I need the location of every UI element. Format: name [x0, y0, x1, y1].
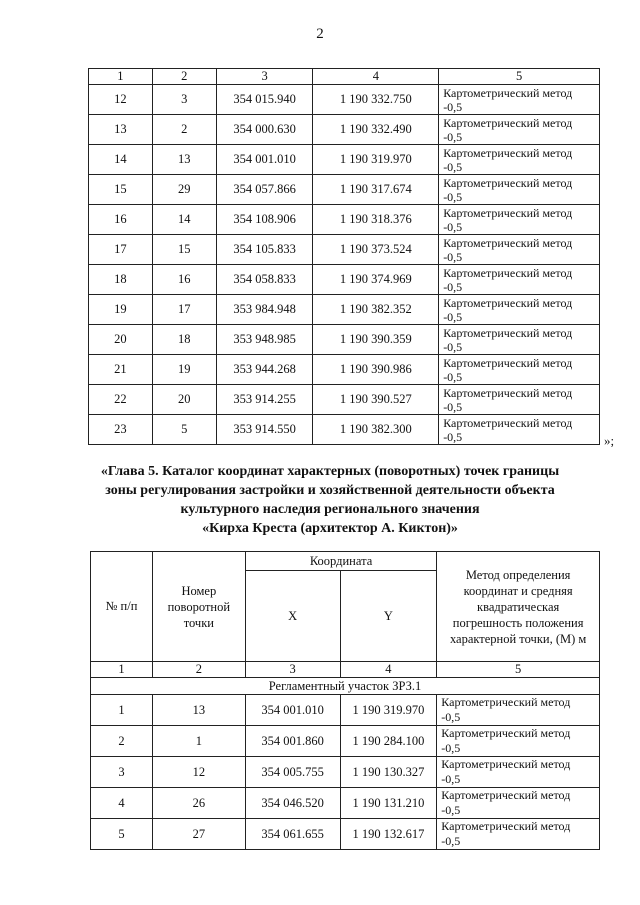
header-cell: 3: [216, 69, 313, 85]
method-error: -0,5: [443, 249, 463, 264]
row-number: 14: [89, 145, 153, 175]
table-header-row: [89, 69, 600, 85]
coord-y: 1 190 390.527: [313, 385, 439, 415]
method-name: Картометрический метод: [443, 175, 573, 190]
table-row: [89, 385, 600, 415]
column-number: 2: [152, 662, 245, 678]
method-cell: [439, 265, 600, 295]
coord-x: 353 914.550: [216, 415, 313, 445]
coord-y: 1 190 382.352: [313, 295, 439, 325]
heading-line: культурного наследия регионального значения: [180, 502, 480, 517]
coord-y: 1 190 332.750: [313, 85, 439, 115]
point-number: 19: [152, 355, 216, 385]
method-name: Картометрический метод: [443, 265, 573, 280]
heading-line: «Кирха Креста (архитектор А. Киктон)»: [202, 521, 458, 536]
method-error: -0,5: [441, 710, 461, 724]
column-number: 1: [91, 662, 153, 678]
table-row: [89, 295, 600, 325]
method-cell: [439, 295, 600, 325]
method-cell: [437, 695, 600, 726]
table-row: [91, 757, 600, 788]
method-error: -0,5: [443, 429, 463, 444]
table-row: [89, 85, 600, 115]
method-name: Картометрический метод: [443, 385, 573, 400]
method-name: Картометрический метод: [441, 726, 571, 740]
coord-y: 1 190 382.300: [313, 415, 439, 445]
row-number: 4: [91, 788, 153, 819]
coord-y: 1 190 373.524: [313, 235, 439, 265]
point-number: 14: [152, 205, 216, 235]
column-number: 4: [340, 662, 437, 678]
method-name: Картометрический метод: [441, 788, 571, 802]
table-row: [91, 819, 600, 850]
coord-x: 353 944.268: [216, 355, 313, 385]
row-number: 2: [91, 726, 153, 757]
coord-x: 353 914.255: [216, 385, 313, 415]
table-row: [89, 415, 600, 445]
method-error: -0,5: [443, 129, 463, 144]
method-name: Картометрический метод: [441, 695, 571, 709]
coord-x: 354 108.906: [216, 205, 313, 235]
coord-y: 1 190 390.359: [313, 325, 439, 355]
coordinates-table-continued: [88, 68, 600, 445]
header-y: Y: [340, 571, 437, 662]
row-number: 21: [89, 355, 153, 385]
column-number: 3: [245, 662, 340, 678]
coord-x: 354 046.520: [245, 788, 340, 819]
method-name: Картометрический метод: [443, 85, 573, 100]
point-number: 3: [152, 85, 216, 115]
method-name: Картометрический метод: [441, 819, 571, 833]
coord-x: 354 005.755: [245, 757, 340, 788]
coord-x: 354 061.655: [245, 819, 340, 850]
method-name: Картометрический метод: [441, 757, 571, 771]
header-point-number: Номер поворотной точки: [152, 552, 245, 662]
page-number: 2: [316, 26, 324, 42]
coord-x: 354 058.833: [216, 265, 313, 295]
row-number: 3: [91, 757, 153, 788]
coord-x: 354 000.630: [216, 115, 313, 145]
table-row: [89, 175, 600, 205]
chapter-heading: [60, 462, 600, 538]
method-cell: [439, 115, 600, 145]
method-name: Картометрический метод: [443, 235, 573, 250]
method-error: -0,5: [441, 741, 461, 755]
table-row: [91, 726, 600, 757]
header-coordinates: Координата: [245, 552, 436, 571]
table-row: [89, 265, 600, 295]
method-name: Картометрический метод: [443, 295, 573, 310]
point-number: 5: [152, 415, 216, 445]
heading-line: «Глава 5. Каталог координат характерных (поворотных) точек границы: [100, 464, 560, 479]
coord-x: 353 948.985: [216, 325, 313, 355]
coord-y: 1 190 130.327: [340, 757, 437, 788]
row-number: 15: [89, 175, 153, 205]
coord-y: 1 190 319.970: [340, 695, 437, 726]
method-cell: [439, 85, 600, 115]
row-number: 17: [89, 235, 153, 265]
coord-x: 354 105.833: [216, 235, 313, 265]
point-number: 18: [152, 325, 216, 355]
header-cell: 1: [89, 69, 153, 85]
row-number: 18: [89, 265, 153, 295]
section-title: Регламентный участок ЗРЗ.1: [91, 678, 600, 695]
coord-x: 354 001.860: [245, 726, 340, 757]
method-cell: [437, 726, 600, 757]
method-cell: [439, 145, 600, 175]
coord-y: 1 190 332.490: [313, 115, 439, 145]
point-number: 13: [152, 145, 216, 175]
point-number: 15: [152, 235, 216, 265]
table-row: [91, 695, 600, 726]
coord-y: 1 190 374.969: [313, 265, 439, 295]
method-error: -0,5: [443, 309, 463, 324]
method-cell: [439, 205, 600, 235]
coord-y: 1 190 132.617: [340, 819, 437, 850]
coord-x: 354 015.940: [216, 85, 313, 115]
table-row: [89, 145, 600, 175]
point-number: 2: [152, 115, 216, 145]
coord-y: 1 190 390.986: [313, 355, 439, 385]
point-number: 26: [152, 788, 245, 819]
method-cell: [439, 355, 600, 385]
point-number: 29: [152, 175, 216, 205]
method-error: -0,5: [443, 399, 463, 414]
method-error: -0,5: [443, 159, 463, 174]
table-header-row: [91, 552, 600, 571]
row-number: 22: [89, 385, 153, 415]
row-number: 16: [89, 205, 153, 235]
method-cell: [439, 415, 600, 445]
coord-y: 1 190 131.210: [340, 788, 437, 819]
method-error: -0,5: [443, 339, 463, 354]
method-name: Картометрический метод: [443, 145, 573, 160]
method-cell: [437, 788, 600, 819]
table-row: [89, 325, 600, 355]
method-cell: [437, 819, 600, 850]
method-error: -0,5: [441, 772, 461, 786]
table-row: [91, 788, 600, 819]
method-cell: [439, 235, 600, 265]
method-cell: [439, 385, 600, 415]
coord-x: 354 001.010: [216, 145, 313, 175]
table-row: [89, 205, 600, 235]
method-error: -0,5: [443, 99, 463, 114]
table-row: [89, 235, 600, 265]
coord-y: 1 190 318.376: [313, 205, 439, 235]
coord-x: 354 057.866: [216, 175, 313, 205]
method-name: Картометрический метод: [443, 415, 573, 430]
closing-quote-mark: »;: [604, 433, 615, 448]
method-name: Картометрический метод: [443, 115, 573, 130]
method-name: Картометрический метод: [443, 325, 573, 340]
method-name: Картометрический метод: [443, 355, 573, 370]
point-number: 27: [152, 819, 245, 850]
row-number: 5: [91, 819, 153, 850]
method-error: -0,5: [443, 369, 463, 384]
coord-y: 1 190 319.970: [313, 145, 439, 175]
column-number-row: [91, 662, 600, 678]
method-name: Картометрический метод: [443, 205, 573, 220]
row-number: 20: [89, 325, 153, 355]
column-number: 5: [437, 662, 600, 678]
row-number: 19: [89, 295, 153, 325]
method-cell: [437, 757, 600, 788]
coord-x: 353 984.948: [216, 295, 313, 325]
point-number: 20: [152, 385, 216, 415]
method-error: -0,5: [443, 279, 463, 294]
section-row: [91, 678, 600, 695]
point-number: 16: [152, 265, 216, 295]
coord-x: 354 001.010: [245, 695, 340, 726]
point-number: 12: [152, 757, 245, 788]
method-cell: [439, 325, 600, 355]
coordinates-catalog-table: [90, 551, 600, 850]
method-error: -0,5: [443, 189, 463, 204]
row-number: 1: [91, 695, 153, 726]
row-number: 23: [89, 415, 153, 445]
header-cell: 2: [152, 69, 216, 85]
point-number: 17: [152, 295, 216, 325]
coord-y: 1 190 284.100: [340, 726, 437, 757]
header-cell: 5: [439, 69, 600, 85]
header-method: Метод определения координат и средняя квадратическая погрешность положения характерной точки, (М) м: [437, 552, 600, 662]
coord-y: 1 190 317.674: [313, 175, 439, 205]
point-number: 1: [152, 726, 245, 757]
method-error: -0,5: [441, 803, 461, 817]
header-cell: 4: [313, 69, 439, 85]
row-number: 13: [89, 115, 153, 145]
header-number: № п/п: [91, 552, 153, 662]
row-number: 12: [89, 85, 153, 115]
heading-line: зоны регулирования застройки и хозяйственной деятельности объекта: [105, 483, 555, 498]
point-number: 13: [152, 695, 245, 726]
header-x: X: [245, 571, 340, 662]
method-error: -0,5: [443, 219, 463, 234]
method-error: -0,5: [441, 834, 461, 848]
table-row: [89, 115, 600, 145]
table-row: [89, 355, 600, 385]
method-cell: [439, 175, 600, 205]
